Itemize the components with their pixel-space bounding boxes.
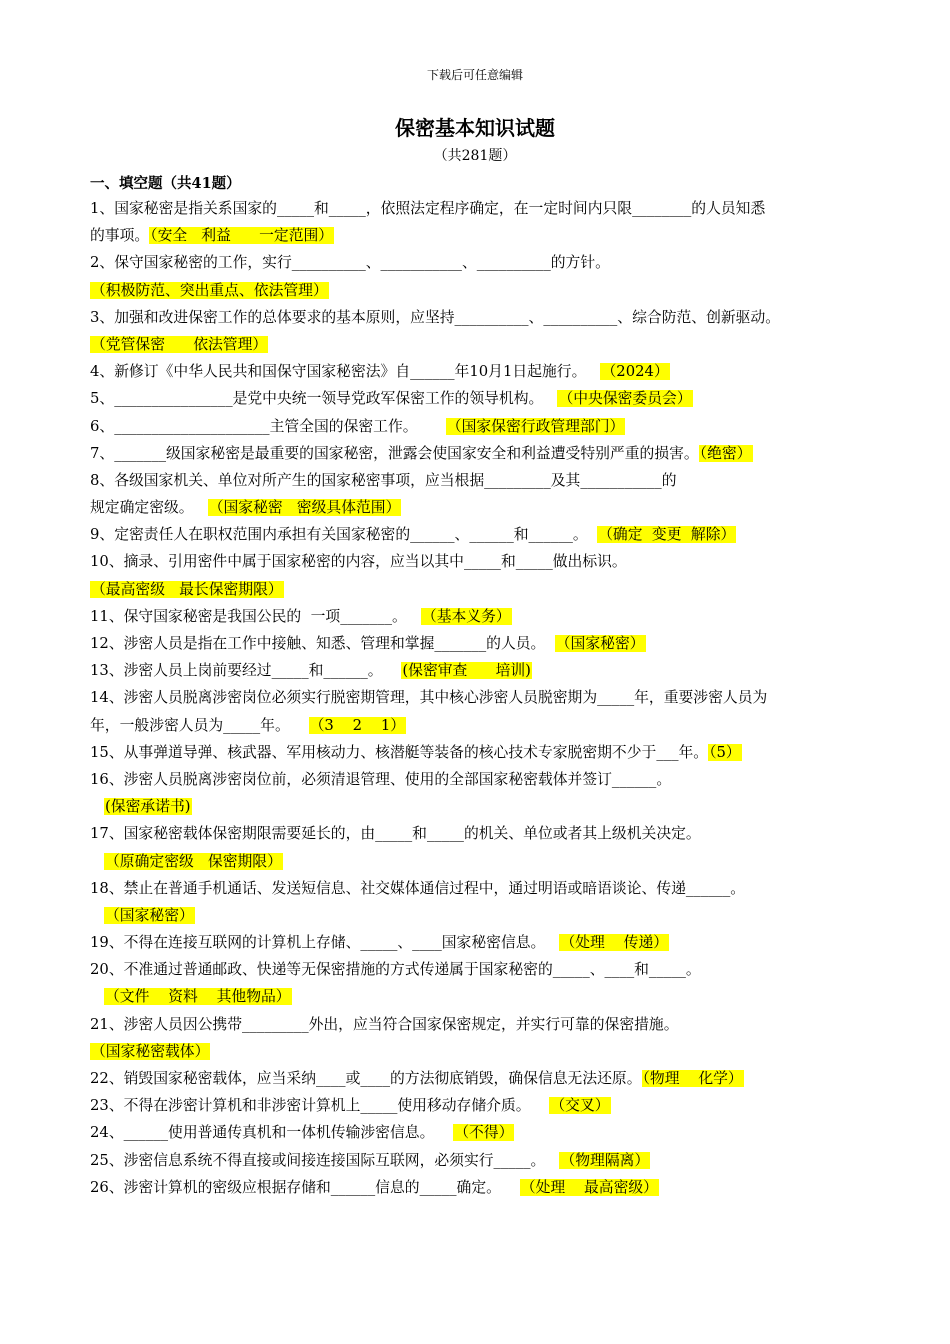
question-text: 11、保守国家秘密是我国公民的 一项_______。 (90, 607, 421, 625)
answer-highlight: （国家保密行政管理部门） (446, 417, 625, 435)
answer-highlight: （国家秘密载体） (91, 1042, 210, 1060)
question-line (90, 956, 865, 983)
question-text: 4、新修订《中华人民共和国保守国家秘密法》自______年10月1日起施行。 (90, 363, 601, 381)
question-line (90, 1038, 865, 1065)
answer-highlight: （处理 最高密级） (520, 1178, 658, 1196)
question-line (90, 1147, 865, 1174)
question-text: 10、摘录、引用密件中属于国家秘密的内容，应当以其中_____和_____做出标识。 (90, 553, 627, 571)
question-text: 25、涉密信息系统不得直接或间接连接国际互联网，必须实行_____。 (90, 1151, 560, 1169)
question-line (90, 1065, 865, 1092)
question-line (90, 875, 865, 902)
question-text: 1、国家秘密是指关系国家的_____和_____，依照法定程序确定，在一定时间内只限________的人员知悉 (90, 200, 766, 217)
answer-highlight: （国家秘密） (555, 635, 645, 652)
document-subtitle: （共281题） (433, 148, 517, 164)
question-line (90, 657, 865, 684)
question-line (90, 440, 865, 467)
answer-highlight: （基本义务） (421, 607, 511, 625)
question-text: 22、销毁国家秘密载体，应当采纳____或____的方法彻底销毁，确保信息无法还原。 (90, 1070, 642, 1087)
answer-highlight: （交叉） (550, 1097, 610, 1115)
question-line (90, 820, 865, 847)
question-text: 的事项。 (90, 227, 150, 245)
answer-highlight: （中央保密委员会） (558, 390, 692, 408)
question-text: 6、_____________________主管全国的保密工作。 (90, 417, 446, 435)
question-line (90, 521, 865, 548)
question-text: 年，一般涉密人员为_____年。 (90, 716, 309, 734)
question-line (90, 1119, 865, 1146)
question-line (90, 222, 865, 249)
answer-highlight: （党管保密 依法管理） (91, 335, 268, 353)
question-text: 18、禁止在普通手机通话、发送短信息、社交媒体通信过程中，通过明语或暗语谈论、传递______。 (90, 879, 746, 897)
question-line (90, 467, 865, 494)
answer-highlight: （最高密级 最长保密期限） (91, 580, 283, 598)
question-text: 26、涉密计算机的密级应根据存储和______信息的_____确定。 (90, 1178, 520, 1196)
answer-highlight: （国家秘密 密级具体范围） (208, 499, 401, 517)
question-text: 8、各级国家机关、单位对所产生的国家秘密事项，应当根据_________及其___________的 (90, 471, 677, 489)
question-text: 23、不得在涉密计算机和非涉密计算机上_____使用移动存储介质。 (90, 1097, 550, 1115)
answer-highlight: （文件 资料 其他物品） (105, 988, 291, 1006)
answer-highlight: （安全 利益 一定范围） (150, 227, 334, 245)
question-line (90, 902, 865, 929)
question-line (90, 684, 865, 711)
question-line (90, 1092, 865, 1119)
question-line (90, 494, 865, 521)
question-line (90, 358, 865, 385)
answer-highlight: （处理 传递） (560, 934, 669, 952)
header-note: 下载后可任意编辑 (426, 68, 523, 82)
question-line (90, 304, 865, 331)
answer-highlight: （2024） (601, 363, 669, 381)
question-line (90, 195, 865, 222)
answer-highlight: (保密审查 培训) (402, 662, 531, 680)
question-text: 24、______使用普通传真机和一体机传输涉密信息。 (90, 1124, 454, 1142)
answer-highlight: （原确定密级 保密期限） (105, 852, 282, 870)
question-line (90, 712, 865, 739)
question-line (90, 630, 865, 657)
question-text: 13、涉密人员上岗前要经过_____和______。 (90, 662, 402, 680)
answer-highlight: （不得） (454, 1124, 514, 1142)
question-text: 19、不得在连接互联网的计算机上存储、_____、____国家秘密信息。 (90, 934, 560, 952)
section-title: 一、填空题（共41题） (90, 175, 241, 192)
question-line (90, 603, 865, 630)
question-list (90, 195, 865, 1201)
question-line (90, 277, 865, 304)
question-text: 15、从事弹道导弹、核武器、军用核动力、核潜艇等装备的核心技术专家脱密期不少于___年。 (90, 743, 709, 761)
document-title: 保密基本知识试题 (395, 116, 555, 140)
question-text: 17、国家秘密载体保密期限需要延长的，由_____和_____的机关、单位或者其上级机关决定。 (90, 825, 701, 843)
question-line (90, 413, 865, 440)
answer-highlight: （绝密） (699, 444, 752, 462)
question-line (90, 983, 865, 1010)
question-line (90, 331, 865, 358)
answer-highlight: （确定 变更 解除） (598, 526, 736, 544)
answer-highlight: （物理隔离） (560, 1151, 650, 1169)
answer-highlight: (保密承诺书) (105, 798, 191, 816)
question-line (90, 929, 865, 956)
answer-highlight: （物理 化学） (642, 1070, 743, 1087)
question-line (90, 548, 865, 575)
question-text: 12、涉密人员是指在工作中接触、知悉、管理和掌握_______的人员。 (90, 635, 555, 652)
question-text: 7、_______级国家秘密是最重要的国家秘密，泄露会使国家安全和利益遭受特别严重的损害。 (90, 444, 699, 462)
question-text: 2、保守国家秘密的工作，实行__________、___________、__________的方针。 (90, 254, 610, 272)
question-text: 14、涉密人员脱离涉密岗位必须实行脱密期管理，其中核心涉密人员脱密期为_____年，重要涉密人员为 (90, 689, 768, 707)
question-text: 20、不准通过普通邮政、快递等无保密措施的方式传递属于国家秘密的_____、____和_____。 (90, 961, 701, 979)
question-line (90, 1011, 865, 1038)
question-text: 规定确定密级。 (90, 499, 208, 517)
question-line (90, 848, 865, 875)
question-line (90, 576, 865, 603)
answer-highlight: （3 2 1） (309, 716, 406, 734)
answer-highlight: （国家秘密） (105, 906, 194, 924)
question-text: 9、定密责任人在职权范围内承担有关国家秘密的______、______和______。 (90, 526, 598, 544)
answer-highlight: （5） (709, 743, 741, 761)
answer-highlight: （积极防范、突出重点、依法管理） (91, 281, 328, 299)
question-line (90, 1174, 865, 1201)
question-text: 16、涉密人员脱离涉密岗位前，必须清退管理、使用的全部国家秘密载体并签订______。 (90, 770, 672, 788)
question-text: 3、加强和改进保密工作的总体要求的基本原则，应坚持__________、__________、综合防范、创新驱动。 (90, 308, 781, 326)
question-text: 5、________________是党中央统一领导党政军保密工作的领导机构。 (90, 390, 558, 408)
question-line (90, 793, 865, 820)
question-line (90, 249, 865, 276)
question-line (90, 766, 865, 793)
question-line (90, 739, 865, 766)
question-line (90, 385, 865, 412)
question-text: 21、涉密人员因公携带_________外出，应当符合国家保密规定，并实行可靠的保密措施。 (90, 1015, 679, 1033)
